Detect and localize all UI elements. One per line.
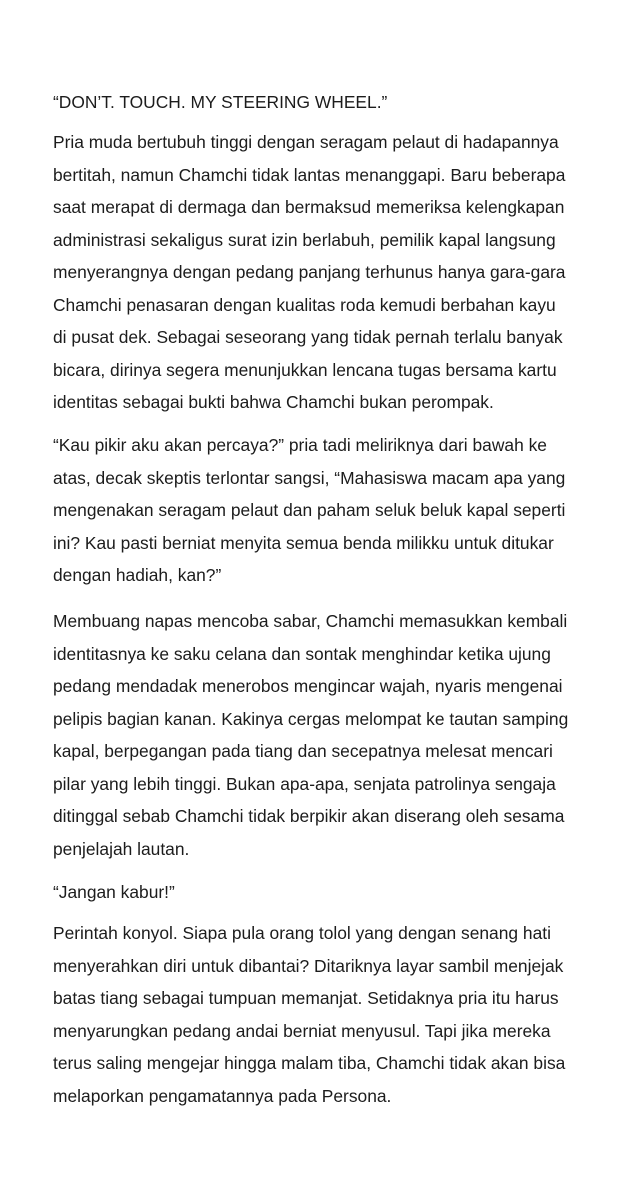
paragraph-narration-dock: Pria muda bertubuh tinggi dengan seragam pelaut di hadapannya bertitah, namun Chamchi tidak lantas menanggapi. Baru beberapa saat merapat di dermaga dan bermaksud memeriksa kelengkapan administrasi sekaligus surat izin berlabuh, pemilik kapal langsung menyerangnya dengan pedang panjang terhunus hanya gara-gara Chamchi penasaran dengan kualitas roda kemudi berbahan kayu di pusat dek. Sebagai seseorang yang tidak pernah terlalu banyak bicara, dirinya segera menunjukkan lencana tugas bersama kartu identitas sebagai bukti bahwa Chamchi bukan perompak. [53,132,566,412]
paragraph-narration-escape: Membuang napas mencoba sabar, Chamchi memasukkan kembali identitasnya ke saku celana dan sontak menghindar ketika ujung pedang mendadak menerobos mengincar wajah, nyaris mengenai pelipis bagian kanan. Kakinya cergas melompat ke tautan samping kapal, berpegangan pada tiang dan secepatnya melesat mencari pilar yang lebih tinggi. Bukan apa-apa, senjata patrolinya sengaja ditinggal sebab Chamchi tidak berpikir akan diserang oleh sesama penjelajah lautan. [53,611,569,859]
paragraph-narration-climb: Perintah konyol. Siapa pula orang tolol yang dengan senang hati menyerahkan diri untuk dibantai? Ditariknya layar sambil menjejak batas tiang sebagai tumpuan memanjat. Setidaknya pria itu harus menyarungkan pedang andai berniat menyusul. Tapi jika mereka terus saling mengejar hingga malam tiba, Chamchi tidak akan bisa melaporkan pengamatannya pada Persona. [53,923,566,1106]
paragraph-dialogue-disbelief: “Kau pikir aku akan percaya?” pria tadi meliriknya dari bawah ke atas, decak skeptis terlontar sangsi, “Mahasiswa macam apa yang mengenakan seragam pelaut dan paham seluk beluk kapal seperti ini? Kau pasti berniat menyita semua benda milikku untuk ditukar dengan hadiah, kan?” [53,435,566,585]
paragraph-dialogue-dont-run: “Jangan kabur!” [53,882,175,902]
paragraph-dialogue-steering-wheel: “DON’T. TOUCH. MY STEERING WHEEL.” [53,92,388,112]
